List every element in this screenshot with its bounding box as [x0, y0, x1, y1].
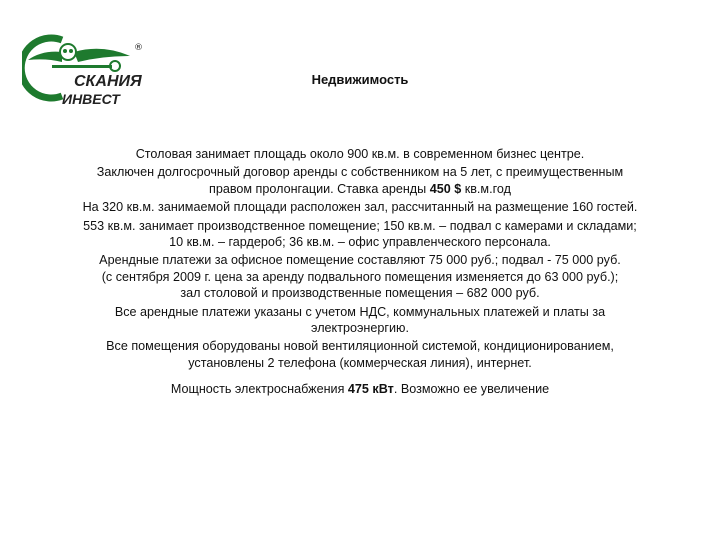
text-line: (с сентября 2009 г. цена за аренду подвального помещения изменяется до 63 000 руб.);: [101, 269, 619, 284]
text-fragment: Мощность электроснабжения: [170, 382, 348, 397]
text-line: Столовая занимает площадь около 900 кв.м. в современном бизнес центре.: [135, 147, 585, 161]
paragraph-area: [20, 146, 700, 162]
logo-brand-line1: СКАНИЯ: [74, 73, 142, 90]
registered-mark: ®: [134, 43, 143, 53]
text-fragment: . Возможно ее увеличение: [393, 382, 550, 397]
paragraph-vat: [20, 304, 700, 337]
paragraph-power: [20, 381, 700, 397]
paragraph-hall: [20, 199, 700, 215]
text-fragment: правом пролонгации. Ставка аренды: [209, 181, 430, 196]
logo-brand-line2: ИНВЕСТ: [62, 91, 120, 107]
text-line: [20, 181, 700, 197]
paragraph-premises: [20, 218, 700, 251]
text-line: Все арендные платежи указаны с учетом НДС, коммунальных платежей и платы за: [114, 304, 606, 319]
document-body: [20, 146, 700, 400]
text-line: Все помещения оборудованы новой вентиляционной системой, кондиционированием,: [106, 339, 614, 354]
text-fragment: кв.м.год: [461, 181, 511, 196]
text-line: электроэнергию.: [311, 321, 409, 336]
paragraph-rent: [20, 252, 700, 301]
text-line: Арендные платежи за офисное помещение составляют 75 000 руб.; подвал - 75 000 руб.: [99, 253, 621, 268]
page-title: Недвижимость: [311, 72, 409, 87]
text-line: На 320 кв.м. занимаемой площади расположен зал, рассчитанный на размещение 160 гостей.: [82, 200, 638, 215]
text-line: 553 кв.м. занимает производственное помещение; 150 кв.м. – подвал с камерами и складами;: [83, 218, 637, 233]
text-line: установлены 2 телефона (коммерческая линия), интернет.: [188, 355, 532, 370]
company-logo: [22, 30, 152, 110]
paragraph-equipment: [20, 338, 700, 371]
text-line: 10 кв.м. – гардероб; 36 кв.м. – офис управленческого персонала.: [169, 235, 551, 250]
paragraph-lease: [20, 164, 700, 197]
text-line: зал столовой и производственные помещения – 682 000 руб.: [180, 286, 540, 301]
lease-rate-value: 450 $: [429, 181, 462, 196]
power-value: 475 кВт: [347, 382, 394, 397]
text-line: [20, 381, 700, 397]
text-line: Заключен долгосрочный договор аренды с собственником на 5 лет, с преимущественным: [96, 165, 624, 180]
